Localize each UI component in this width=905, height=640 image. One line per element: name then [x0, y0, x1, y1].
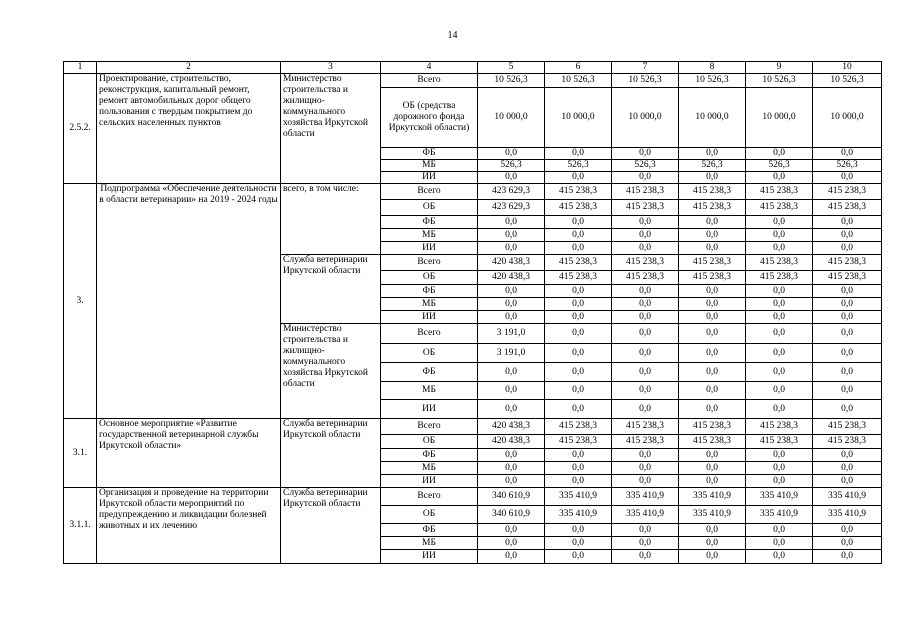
value-cell-year-5: 0,0 [746, 363, 813, 382]
value-cell-year-5: 0,0 [746, 382, 813, 400]
value-cell-year-5: 415 238,3 [746, 184, 813, 200]
source-cell: МБ [381, 462, 478, 475]
value-cell-year-6: 335 410,9 [813, 506, 882, 524]
source-cell: Всего [381, 488, 478, 506]
value-cell-year-3: 0,0 [612, 216, 679, 229]
value-cell-year-4: 0,0 [679, 324, 746, 344]
column-header-4: 4 [381, 62, 478, 74]
value-cell-year-6: 0,0 [813, 324, 882, 344]
table-row [64, 74, 882, 88]
measure-name: Основное мероприятие «Развитие государственной ветеринарной службы Иркутской области» [97, 419, 281, 488]
value-cell-year-4: 0,0 [679, 298, 746, 311]
value-cell-year-4: 0,0 [679, 550, 746, 564]
value-cell-year-5: 0,0 [746, 344, 813, 363]
value-cell-year-5: 526,3 [746, 160, 813, 172]
value-cell-year-5: 10 000,0 [746, 88, 813, 148]
value-cell-year-6: 526,3 [813, 160, 882, 172]
source-cell: ФБ [381, 285, 478, 298]
value-cell-year-3: 0,0 [612, 229, 679, 242]
value-cell-year-5: 0,0 [746, 285, 813, 298]
value-cell-year-4: 335 410,9 [679, 488, 746, 506]
source-cell: ИИ [381, 172, 478, 184]
column-header-1: 1 [64, 62, 97, 74]
source-cell: ОБ [381, 506, 478, 524]
source-cell: Всего [381, 419, 478, 435]
value-cell-year-2: 0,0 [545, 462, 612, 475]
value-cell-year-2: 0,0 [545, 550, 612, 564]
value-cell-year-1: 0,0 [478, 550, 545, 564]
value-cell-year-4: 0,0 [679, 537, 746, 550]
value-cell-year-2: 0,0 [545, 537, 612, 550]
value-cell-year-4: 0,0 [679, 524, 746, 537]
value-cell-year-3: 0,0 [612, 449, 679, 462]
value-cell-year-5: 0,0 [746, 229, 813, 242]
value-cell-year-4: 0,0 [679, 475, 746, 488]
table-row [64, 184, 882, 200]
value-cell-year-2: 0,0 [545, 324, 612, 344]
source-cell: ФБ [381, 148, 478, 160]
value-cell-year-1: 423 629,3 [478, 200, 545, 216]
value-cell-year-1: 0,0 [478, 216, 545, 229]
value-cell-year-1: 10 526,3 [478, 74, 545, 88]
source-cell: МБ [381, 229, 478, 242]
value-cell-year-4: 0,0 [679, 363, 746, 382]
value-cell-year-2: 0,0 [545, 311, 612, 324]
value-cell-year-6: 0,0 [813, 311, 882, 324]
value-cell-year-5: 415 238,3 [746, 255, 813, 271]
value-cell-year-6: 0,0 [813, 242, 882, 255]
value-cell-year-2: 0,0 [545, 382, 612, 400]
column-header-7: 7 [612, 62, 679, 74]
value-cell-year-3: 0,0 [612, 550, 679, 564]
value-cell-year-1: 0,0 [478, 363, 545, 382]
value-cell-year-3: 0,0 [612, 382, 679, 400]
value-cell-year-4: 415 238,3 [679, 255, 746, 271]
value-cell-year-5: 0,0 [746, 148, 813, 160]
value-cell-year-3: 0,0 [612, 363, 679, 382]
column-header-6: 6 [545, 62, 612, 74]
value-cell-year-1: 0,0 [478, 242, 545, 255]
source-cell: ФБ [381, 524, 478, 537]
value-cell-year-2: 0,0 [545, 229, 612, 242]
value-cell-year-6: 0,0 [813, 229, 882, 242]
header-row [64, 62, 882, 74]
value-cell-year-1: 420 438,3 [478, 271, 545, 285]
value-cell-year-4: 10 000,0 [679, 88, 746, 148]
value-cell-year-6: 415 238,3 [813, 200, 882, 216]
value-cell-year-5: 0,0 [746, 298, 813, 311]
value-cell-year-4: 0,0 [679, 400, 746, 419]
value-cell-year-1: 526,3 [478, 160, 545, 172]
value-cell-year-2: 526,3 [545, 160, 612, 172]
value-cell-year-4: 415 238,3 [679, 271, 746, 285]
value-cell-year-4: 0,0 [679, 148, 746, 160]
value-cell-year-5: 0,0 [746, 400, 813, 419]
value-cell-year-3: 415 238,3 [612, 184, 679, 200]
row-code: 3.1.1. [64, 488, 97, 564]
row-code: 3.1. [64, 419, 97, 488]
column-header-9: 9 [746, 62, 813, 74]
value-cell-year-2: 415 238,3 [545, 255, 612, 271]
value-cell-year-6: 10 000,0 [813, 88, 882, 148]
value-cell-year-5: 0,0 [746, 324, 813, 344]
source-cell: ОБ [381, 200, 478, 216]
value-cell-year-2: 0,0 [545, 344, 612, 363]
value-cell-year-4: 0,0 [679, 172, 746, 184]
value-cell-year-4: 0,0 [679, 311, 746, 324]
source-cell: ИИ [381, 242, 478, 255]
value-cell-year-3: 415 238,3 [612, 200, 679, 216]
value-cell-year-2: 10 526,3 [545, 74, 612, 88]
value-cell-year-1: 340 610,9 [478, 506, 545, 524]
value-cell-year-2: 0,0 [545, 172, 612, 184]
value-cell-year-6: 335 410,9 [813, 488, 882, 506]
value-cell-year-1: 0,0 [478, 298, 545, 311]
value-cell-year-1: 0,0 [478, 311, 545, 324]
source-cell: ИИ [381, 311, 478, 324]
value-cell-year-4: 0,0 [679, 285, 746, 298]
value-cell-year-3: 415 238,3 [612, 419, 679, 435]
value-cell-year-5: 0,0 [746, 216, 813, 229]
value-cell-year-2: 10 000,0 [545, 88, 612, 148]
budget-table [63, 61, 882, 564]
value-cell-year-3: 0,0 [612, 344, 679, 363]
value-cell-year-5: 0,0 [746, 172, 813, 184]
value-cell-year-6: 415 238,3 [813, 184, 882, 200]
source-cell: Всего [381, 74, 478, 88]
value-cell-year-2: 0,0 [545, 298, 612, 311]
value-cell-year-3: 10 000,0 [612, 88, 679, 148]
source-cell: Всего [381, 184, 478, 200]
measure-name: Подпрограмма «Обеспечение деятельности в области ветеринарии» на 2019 - 2024 годы [97, 184, 281, 419]
executor: Министерство строительства и жилищно-коммунального хозяйства Иркутской области [281, 74, 381, 184]
value-cell-year-6: 0,0 [813, 382, 882, 400]
column-header-2: 2 [97, 62, 281, 74]
value-cell-year-3: 0,0 [612, 400, 679, 419]
column-header-3: 3 [281, 62, 381, 74]
value-cell-year-2: 415 238,3 [545, 200, 612, 216]
value-cell-year-3: 0,0 [612, 172, 679, 184]
value-cell-year-3: 0,0 [612, 285, 679, 298]
value-cell-year-6: 10 526,3 [813, 74, 882, 88]
value-cell-year-2: 0,0 [545, 449, 612, 462]
source-cell: МБ [381, 537, 478, 550]
value-cell-year-1: 0,0 [478, 229, 545, 242]
value-cell-year-1: 3 191,0 [478, 324, 545, 344]
value-cell-year-4: 0,0 [679, 242, 746, 255]
executor: Министерство строительства и жилищно-коммунального хозяйства Иркутской области [281, 324, 381, 419]
value-cell-year-3: 0,0 [612, 298, 679, 311]
value-cell-year-3: 415 238,3 [612, 435, 679, 449]
value-cell-year-6: 415 238,3 [813, 271, 882, 285]
value-cell-year-1: 423 629,3 [478, 184, 545, 200]
value-cell-year-2: 415 238,3 [545, 271, 612, 285]
value-cell-year-1: 0,0 [478, 449, 545, 462]
table-row [64, 488, 882, 506]
value-cell-year-4: 415 238,3 [679, 200, 746, 216]
value-cell-year-1: 0,0 [478, 462, 545, 475]
value-cell-year-5: 335 410,9 [746, 488, 813, 506]
value-cell-year-5: 335 410,9 [746, 506, 813, 524]
value-cell-year-3: 335 410,9 [612, 506, 679, 524]
value-cell-year-5: 0,0 [746, 311, 813, 324]
source-cell: ФБ [381, 216, 478, 229]
source-cell: Всего [381, 255, 478, 271]
value-cell-year-1: 0,0 [478, 475, 545, 488]
value-cell-year-4: 0,0 [679, 229, 746, 242]
value-cell-year-5: 415 238,3 [746, 419, 813, 435]
value-cell-year-5: 0,0 [746, 462, 813, 475]
value-cell-year-5: 415 238,3 [746, 271, 813, 285]
value-cell-year-5: 0,0 [746, 524, 813, 537]
source-cell: ИИ [381, 475, 478, 488]
value-cell-year-1: 0,0 [478, 524, 545, 537]
column-header-10: 10 [813, 62, 882, 74]
value-cell-year-2: 0,0 [545, 242, 612, 255]
column-header-5: 5 [478, 62, 545, 74]
executor: Служба ветеринарии Иркутской области [281, 419, 381, 488]
value-cell-year-6: 0,0 [813, 550, 882, 564]
value-cell-year-5: 10 526,3 [746, 74, 813, 88]
value-cell-year-6: 415 238,3 [813, 419, 882, 435]
value-cell-year-2: 0,0 [545, 400, 612, 419]
value-cell-year-4: 0,0 [679, 382, 746, 400]
value-cell-year-4: 526,3 [679, 160, 746, 172]
value-cell-year-2: 0,0 [545, 285, 612, 298]
measure-name: Проектирование, строительство, реконструкция, капитальный ремонт, ремонт автомобильных дорог общего пользования с твердым покрытием до сельских населенных пунктов [97, 74, 281, 184]
source-cell: МБ [381, 382, 478, 400]
value-cell-year-4: 335 410,9 [679, 506, 746, 524]
value-cell-year-6: 415 238,3 [813, 435, 882, 449]
value-cell-year-6: 0,0 [813, 216, 882, 229]
source-cell: ОБ [381, 344, 478, 363]
value-cell-year-3: 0,0 [612, 462, 679, 475]
value-cell-year-1: 0,0 [478, 148, 545, 160]
value-cell-year-1: 420 438,3 [478, 435, 545, 449]
value-cell-year-5: 0,0 [746, 475, 813, 488]
value-cell-year-3: 0,0 [612, 148, 679, 160]
value-cell-year-6: 0,0 [813, 148, 882, 160]
value-cell-year-6: 0,0 [813, 400, 882, 419]
value-cell-year-5: 0,0 [746, 242, 813, 255]
value-cell-year-5: 0,0 [746, 537, 813, 550]
source-cell: МБ [381, 298, 478, 311]
value-cell-year-5: 0,0 [746, 449, 813, 462]
value-cell-year-2: 0,0 [545, 148, 612, 160]
executor: Служба ветеринарии Иркутской области [281, 488, 381, 564]
value-cell-year-4: 415 238,3 [679, 435, 746, 449]
value-cell-year-4: 10 526,3 [679, 74, 746, 88]
value-cell-year-6: 0,0 [813, 172, 882, 184]
value-cell-year-2: 415 238,3 [545, 184, 612, 200]
value-cell-year-6: 0,0 [813, 537, 882, 550]
measure-name: Организация и проведение на территории Иркутской области мероприятий по предупреждению и ликвидации болезней животных и их лечению [97, 488, 281, 564]
source-cell: ИИ [381, 550, 478, 564]
value-cell-year-1: 420 438,3 [478, 419, 545, 435]
value-cell-year-6: 0,0 [813, 475, 882, 488]
value-cell-year-4: 0,0 [679, 462, 746, 475]
value-cell-year-6: 415 238,3 [813, 255, 882, 271]
value-cell-year-6: 0,0 [813, 462, 882, 475]
row-code: 3. [64, 184, 97, 419]
executor: всего, в том числе: [281, 184, 381, 255]
value-cell-year-2: 335 410,9 [545, 488, 612, 506]
value-cell-year-3: 415 238,3 [612, 255, 679, 271]
value-cell-year-4: 415 238,3 [679, 184, 746, 200]
value-cell-year-1: 10 000,0 [478, 88, 545, 148]
value-cell-year-1: 0,0 [478, 382, 545, 400]
source-cell: ИИ [381, 400, 478, 419]
value-cell-year-3: 415 238,3 [612, 271, 679, 285]
value-cell-year-3: 10 526,3 [612, 74, 679, 88]
value-cell-year-1: 3 191,0 [478, 344, 545, 363]
value-cell-year-5: 0,0 [746, 550, 813, 564]
source-cell: Всего [381, 324, 478, 344]
column-header-8: 8 [679, 62, 746, 74]
value-cell-year-2: 415 238,3 [545, 419, 612, 435]
value-cell-year-3: 0,0 [612, 537, 679, 550]
source-cell: ОБ (средства дорожного фонда Иркутской области) [381, 88, 478, 148]
value-cell-year-3: 526,3 [612, 160, 679, 172]
value-cell-year-6: 0,0 [813, 524, 882, 537]
value-cell-year-3: 0,0 [612, 311, 679, 324]
value-cell-year-4: 0,0 [679, 449, 746, 462]
source-cell: ОБ [381, 435, 478, 449]
value-cell-year-2: 0,0 [545, 216, 612, 229]
value-cell-year-2: 0,0 [545, 363, 612, 382]
source-cell: ОБ [381, 271, 478, 285]
source-cell: ФБ [381, 449, 478, 462]
value-cell-year-1: 0,0 [478, 285, 545, 298]
value-cell-year-4: 0,0 [679, 216, 746, 229]
row-code: 2.5.2. [64, 74, 97, 184]
value-cell-year-1: 340 610,9 [478, 488, 545, 506]
value-cell-year-5: 415 238,3 [746, 200, 813, 216]
value-cell-year-3: 0,0 [612, 475, 679, 488]
value-cell-year-2: 0,0 [545, 524, 612, 537]
value-cell-year-6: 0,0 [813, 344, 882, 363]
value-cell-year-3: 0,0 [612, 324, 679, 344]
value-cell-year-6: 0,0 [813, 363, 882, 382]
value-cell-year-2: 335 410,9 [545, 506, 612, 524]
source-cell: МБ [381, 160, 478, 172]
source-cell: ФБ [381, 363, 478, 382]
value-cell-year-3: 335 410,9 [612, 488, 679, 506]
executor: Служба ветеринарии Иркутской области [281, 255, 381, 324]
value-cell-year-4: 0,0 [679, 344, 746, 363]
value-cell-year-1: 420 438,3 [478, 255, 545, 271]
value-cell-year-5: 415 238,3 [746, 435, 813, 449]
value-cell-year-1: 0,0 [478, 537, 545, 550]
value-cell-year-1: 0,0 [478, 400, 545, 419]
value-cell-year-2: 0,0 [545, 475, 612, 488]
value-cell-year-3: 0,0 [612, 242, 679, 255]
value-cell-year-1: 0,0 [478, 172, 545, 184]
table-row [64, 419, 882, 435]
value-cell-year-3: 0,0 [612, 524, 679, 537]
value-cell-year-6: 0,0 [813, 298, 882, 311]
value-cell-year-4: 415 238,3 [679, 419, 746, 435]
page-number: 14 [447, 30, 458, 41]
value-cell-year-2: 415 238,3 [545, 435, 612, 449]
value-cell-year-6: 0,0 [813, 449, 882, 462]
value-cell-year-6: 0,0 [813, 285, 882, 298]
